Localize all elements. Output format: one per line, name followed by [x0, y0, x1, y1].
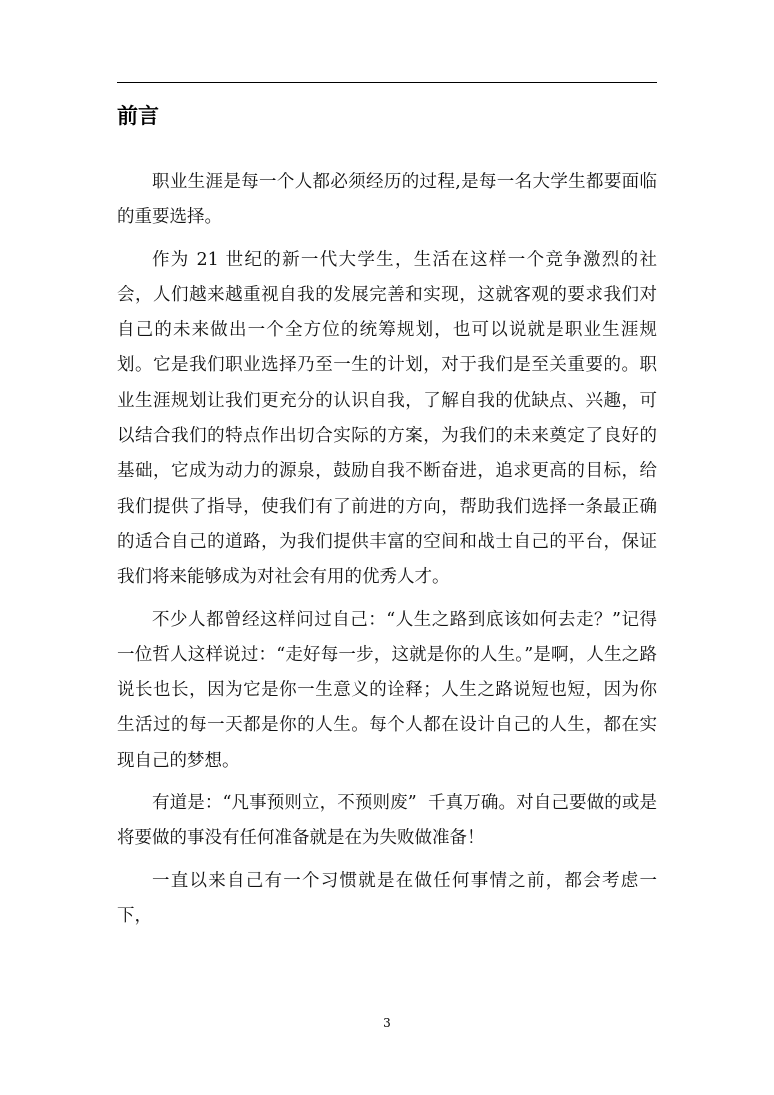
section-heading: 前言 [117, 104, 159, 128]
body-text [117, 165, 657, 941]
paragraph: 职业生涯是每一个人都必须经历的过程,是每一名大学生都要面临的重要选择。 [117, 172, 657, 228]
paragraph: 有道是：“凡事预则立，不预则废” 千真万确。对自己要做的或是将要做的事没有任何准备就是在为失败做准备！ [117, 793, 657, 849]
paragraph: 作为 21 世纪的新一代大学生，生活在这样一个竞争激烈的社会，人们越来越重视自我的发展完善和实现，这就客观的要求我们对自己的未来做出一个全方位的统筹规划，也可以说就是职业生涯规划。它是我们职业选择乃至一生的计划，对于我们是至关重要的。职业生涯规划让我们更充分的认识自我，了解自我的优缺点、兴趣，可以结合我们的特点作出切合实际的方案，为我们的未来奠定了良好的基础，它成为动力的源泉，鼓励自我不断奋进，追求更高的目标，给我们提供了指导，使我们有了前进的方向，帮助我们选择一条最正确的适合自己的道路，为我们提供丰富的空间和战士自己的平台，保证我们将来能够成为对社会有用的优秀人才。 [117, 249, 657, 588]
header-rule [117, 82, 657, 83]
paragraph: 不少人都曾经这样问过自己：“人生之路到底该如何去走？”记得一位哲人这样说过：“走好每一步，这就是你的人生。”是啊，人生之路说长也长，因为它是你一生意义的诠释；人生之路说短也短，因为你生活过的每一天都是你的人生。每个人都在设计自己的人生，都在实现自己的梦想。 [117, 609, 657, 771]
page-number: 3 [383, 1016, 391, 1030]
paragraph: 一直以来自己有一个习惯就是在做任何事情之前，都会考虑一下， [117, 870, 657, 926]
